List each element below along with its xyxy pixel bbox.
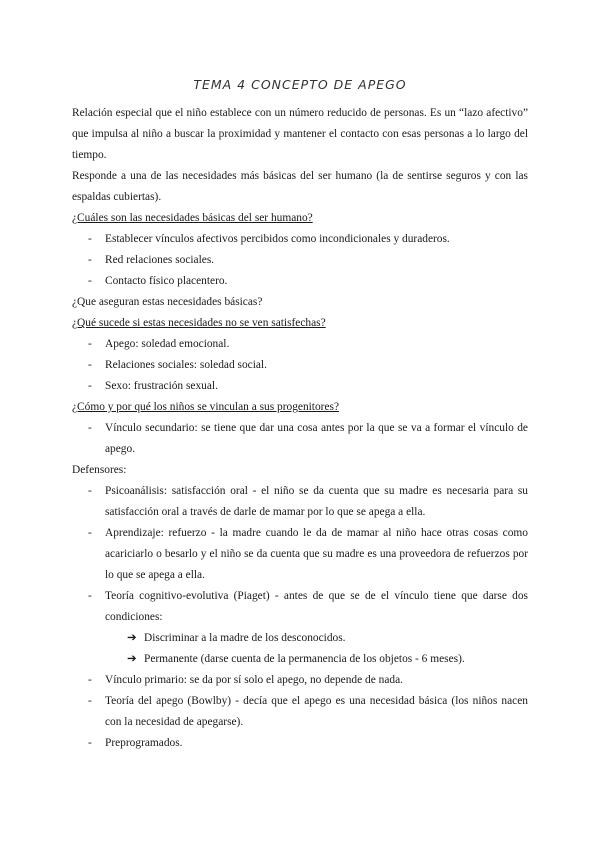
dash-bullet: - bbox=[88, 380, 92, 392]
intro-paragraph-2: Responde a una de las necesidades más básicas del ser humano (la de sentirse seguros y con las espaldas cubiertas). bbox=[72, 170, 528, 203]
list-item: - Aprendizaje: refuerzo - la madre cuando le da de mamar al niño hace otras cosas como acariciarlo o besarlo y el niño se da cuenta que su madre es una proveedora de refuerzos por lo que se apega a ella. bbox=[72, 523, 528, 586]
list-item: - Sexo: frustración sexual. bbox=[72, 376, 528, 397]
dash-bullet: - bbox=[88, 737, 92, 749]
dash-bullet: - bbox=[88, 422, 92, 434]
question-heading-2: ¿Que aseguran estas necesidades básicas? bbox=[72, 296, 263, 308]
sub-list-item: ➔ Discriminar a la madre de los desconocidos. bbox=[72, 628, 528, 649]
arrow-right-icon: ➔ bbox=[127, 653, 137, 665]
page-title: TEMA 4 CONCEPTO DE APEGO bbox=[193, 77, 407, 92]
dash-bullet: - bbox=[88, 275, 92, 287]
sub-list-item: ➔ Permanente (darse cuenta de la permanencia de los objetos - 6 meses). bbox=[72, 649, 528, 670]
list-item: - Apego: soledad emocional. bbox=[72, 334, 528, 355]
defensores-label: Defensores: bbox=[72, 464, 127, 476]
question-heading-3: ¿Qué sucede si estas necesidades no se ven satisfechas? bbox=[72, 317, 326, 329]
dash-bullet: - bbox=[88, 695, 92, 707]
dash-bullet: - bbox=[88, 590, 92, 602]
list-item: - Preprogramados. bbox=[72, 733, 528, 754]
list-item: - Relaciones sociales: soledad social. bbox=[72, 355, 528, 376]
list-item: - Vínculo primario: se da por sí solo el apego, no depende de nada. bbox=[72, 670, 528, 691]
dash-bullet: - bbox=[88, 359, 92, 371]
list-item: - Contacto físico placentero. bbox=[72, 271, 528, 292]
question-heading-4: ¿Cómo y por qué los niños se vinculan a sus progenitores? bbox=[72, 401, 340, 413]
list-item: - Teoría cognitivo-evolutiva (Piaget) - antes de que se de el vínculo tiene que darse dos condiciones: bbox=[72, 586, 528, 628]
list-item: - Red relaciones sociales. bbox=[72, 250, 528, 271]
list-item: - Vínculo secundario: se tiene que dar una cosa antes por la que se va a formar el vínculo de apego. bbox=[72, 418, 528, 460]
arrow-right-icon: ➔ bbox=[127, 632, 137, 644]
document-body bbox=[72, 103, 528, 754]
intro-paragraph-1: Relación especial que el niño establece con un número reducido de personas. Es un “lazo afectivo” que impulsa al niño a buscar la proximidad y mantener el contacto con esas personas a lo largo del tiempo. bbox=[72, 107, 528, 161]
dash-bullet: - bbox=[88, 527, 92, 539]
question-heading-1: ¿Cuáles son las necesidades básicas del ser humano? bbox=[72, 212, 313, 224]
dash-bullet: - bbox=[88, 233, 92, 245]
list-item: - Psicoanálisis: satisfacción oral - el niño se da cuenta que su madre es necesaria para su satisfacción oral a través de darle de mamar por lo que se apega a ella. bbox=[72, 481, 528, 523]
list-item: - Establecer vínculos afectivos percibidos como incondicionales y duraderos. bbox=[72, 229, 528, 250]
dash-bullet: - bbox=[88, 254, 92, 266]
dash-bullet: - bbox=[88, 674, 92, 686]
list-item: - Teoría del apego (Bowlby) - decía que el apego es una necesidad básica (los niños nacen con la necesidad de apegarse). bbox=[72, 691, 528, 733]
dash-bullet: - bbox=[88, 338, 92, 350]
dash-bullet: - bbox=[88, 485, 92, 497]
